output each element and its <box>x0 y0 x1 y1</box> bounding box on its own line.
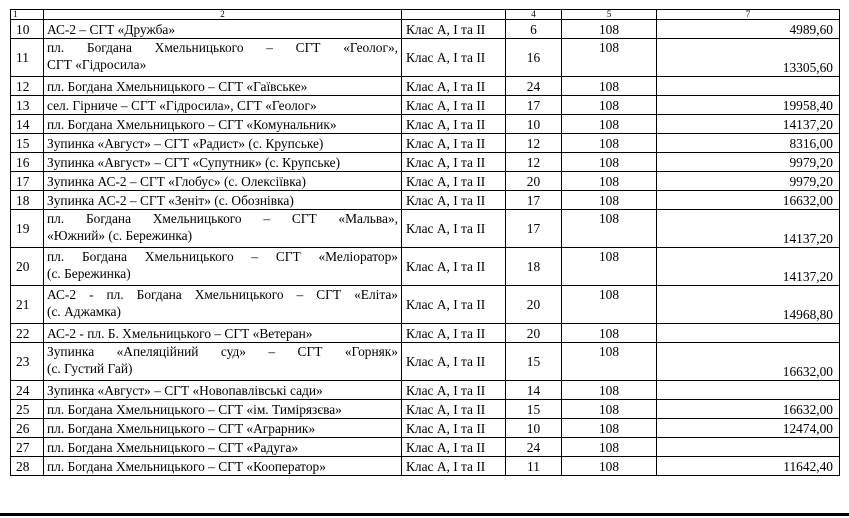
amount-value <box>657 381 840 400</box>
vehicle-class: Клас А, І та ІІ <box>402 210 506 248</box>
row-number: 15 <box>11 134 44 153</box>
route-line: пл. Богдана Хмельницького – СГТ «Мальва», <box>47 211 398 226</box>
header-row <box>11 10 840 20</box>
vehicle-class: Клас А, І та ІІ <box>402 248 506 286</box>
route-cell <box>44 39 402 77</box>
header-col-4: 4 <box>506 10 562 20</box>
col-5-value: 108 <box>562 20 657 39</box>
col-4-value: 12 <box>506 134 562 153</box>
route-cell <box>44 438 402 457</box>
vehicle-class: Клас А, І та ІІ <box>402 343 506 381</box>
col-4-value: 15 <box>506 400 562 419</box>
row-number: 26 <box>11 419 44 438</box>
amount-value: 16632,00 <box>657 191 840 210</box>
col-4-value: 24 <box>506 77 562 96</box>
table-row <box>11 419 840 438</box>
row-number: 22 <box>11 324 44 343</box>
row-number: 18 <box>11 191 44 210</box>
row-number: 16 <box>11 153 44 172</box>
row-number: 13 <box>11 96 44 115</box>
route-line: Зупинка АС-2 – СГТ «Зеніт» (с. Обознівка) <box>47 192 294 208</box>
route-cell <box>44 324 402 343</box>
vehicle-class: Клас А, І та ІІ <box>402 115 506 134</box>
vehicle-class: Клас А, І та ІІ <box>402 419 506 438</box>
table-row <box>11 248 840 286</box>
row-number: 12 <box>11 77 44 96</box>
vehicle-class: Клас А, І та ІІ <box>402 172 506 191</box>
col-4-value: 20 <box>506 286 562 324</box>
header-col-7: 7 <box>657 10 840 20</box>
route-line: (с. Бережинка) <box>47 266 131 281</box>
route-line: «Южний» (с. Бережинка) <box>47 228 193 243</box>
col-5-value: 108 <box>562 39 657 77</box>
amount-value <box>657 77 840 96</box>
route-line: пл. Богдана Хмельницького – СГТ «Геолог», <box>47 40 398 55</box>
route-cell <box>44 343 402 381</box>
route-line: АС-2 – СГТ «Дружба» <box>47 21 176 37</box>
table-row <box>11 400 840 419</box>
vehicle-class: Клас А, І та ІІ <box>402 400 506 419</box>
col-4-value: 16 <box>506 39 562 77</box>
vehicle-class: Клас А, І та ІІ <box>402 134 506 153</box>
route-cell <box>44 248 402 286</box>
col-4-value: 14 <box>506 381 562 400</box>
table-row <box>11 438 840 457</box>
route-line: (с. Густий Гай) <box>47 361 133 376</box>
table-row <box>11 39 840 77</box>
amount-value: 16632,00 <box>657 343 840 381</box>
col-5-value: 108 <box>562 96 657 115</box>
vehicle-class: Клас А, І та ІІ <box>402 457 506 476</box>
col-4-value: 12 <box>506 153 562 172</box>
amount-value: 9979,20 <box>657 153 840 172</box>
route-cell <box>44 381 402 400</box>
table-row <box>11 172 840 191</box>
vehicle-class: Клас А, І та ІІ <box>402 381 506 400</box>
header-col-5: 5 <box>562 10 657 20</box>
route-line: Зупинка «Август» – СГТ «Радист» (с. Крупське) <box>47 135 324 151</box>
row-number: 27 <box>11 438 44 457</box>
amount-value: 9979,20 <box>657 172 840 191</box>
route-cell <box>44 20 402 39</box>
vehicle-class: Клас А, І та ІІ <box>402 191 506 210</box>
row-number: 11 <box>11 39 44 77</box>
col-4-value: 17 <box>506 210 562 248</box>
table-row <box>11 77 840 96</box>
route-line: пл. Богдана Хмельницького – СГТ «Меліоратор» <box>47 249 398 264</box>
col-5-value: 108 <box>562 381 657 400</box>
row-number: 10 <box>11 20 44 39</box>
bottom-border-line <box>0 513 849 516</box>
vehicle-class: Клас А, І та ІІ <box>402 438 506 457</box>
route-line: (с. Аджамка) <box>47 304 121 319</box>
col-4-value: 11 <box>506 457 562 476</box>
route-line: АС-2 - пл. Богдана Хмельницького – СГТ «Еліта» <box>47 287 398 302</box>
col-4-value: 20 <box>506 172 562 191</box>
route-line: АС-2 - пл. Б. Хмельницького – СГТ «Ветеран» <box>47 325 313 341</box>
route-line: Зупинка «Август» – СГТ «Новопавлівські сади» <box>47 382 323 398</box>
col-5-value: 108 <box>562 115 657 134</box>
route-line: пл. Богдана Хмельницького – СГТ «Аграрник» <box>47 420 316 436</box>
col-5-value: 108 <box>562 343 657 381</box>
row-number: 25 <box>11 400 44 419</box>
row-number: 14 <box>11 115 44 134</box>
route-line: СГТ «Гідросила» <box>47 57 147 72</box>
vehicle-class: Клас А, І та ІІ <box>402 153 506 172</box>
row-number: 28 <box>11 457 44 476</box>
route-cell <box>44 457 402 476</box>
route-line: пл. Богдана Хмельницького – СГТ «Комунальник» <box>47 116 337 132</box>
table-row <box>11 191 840 210</box>
row-number: 20 <box>11 248 44 286</box>
col-5-value: 108 <box>562 419 657 438</box>
route-line: пл. Богдана Хмельницького – СГТ «Радуга» <box>47 439 299 455</box>
amount-value: 19958,40 <box>657 96 840 115</box>
col-5-value: 108 <box>562 77 657 96</box>
table-row <box>11 457 840 476</box>
col-5-value: 108 <box>562 400 657 419</box>
amount-value: 12474,00 <box>657 419 840 438</box>
header-col-3 <box>402 10 506 20</box>
col-4-value: 24 <box>506 438 562 457</box>
row-number: 19 <box>11 210 44 248</box>
route-line: сел. Гірниче – СГТ «Гідросила», СГТ «Геолог» <box>47 97 317 113</box>
route-line: пл. Богдана Хмельницького – СГТ «ім. Тимірязєва» <box>47 401 342 417</box>
route-cell <box>44 400 402 419</box>
route-line: Зупинка «Август» – СГТ «Супутник» (с. Крупське) <box>47 154 341 170</box>
amount-value: 8316,00 <box>657 134 840 153</box>
routes-table-body <box>11 10 840 476</box>
document-page <box>10 9 840 476</box>
col-5-value: 108 <box>562 286 657 324</box>
table-row <box>11 96 840 115</box>
row-number: 24 <box>11 381 44 400</box>
col-5-value: 108 <box>562 153 657 172</box>
row-number: 23 <box>11 343 44 381</box>
amount-value: 14968,80 <box>657 286 840 324</box>
route-cell <box>44 191 402 210</box>
col-4-value: 10 <box>506 115 562 134</box>
route-cell <box>44 153 402 172</box>
col-4-value: 6 <box>506 20 562 39</box>
table-row <box>11 20 840 39</box>
row-number: 21 <box>11 286 44 324</box>
route-cell <box>44 210 402 248</box>
table-row <box>11 343 840 381</box>
vehicle-class: Клас А, І та ІІ <box>402 39 506 77</box>
vehicle-class: Клас А, І та ІІ <box>402 77 506 96</box>
route-line: Зупинка «Апеляційний суд» – СГТ «Горняк» <box>47 344 398 359</box>
col-5-value: 108 <box>562 438 657 457</box>
col-5-value: 108 <box>562 248 657 286</box>
amount-value: 16632,00 <box>657 400 840 419</box>
table-row <box>11 286 840 324</box>
vehicle-class: Клас А, І та ІІ <box>402 286 506 324</box>
col-4-value: 20 <box>506 324 562 343</box>
amount-value: 14137,20 <box>657 210 840 248</box>
col-4-value: 10 <box>506 419 562 438</box>
col-5-value: 108 <box>562 134 657 153</box>
vehicle-class: Клас А, І та ІІ <box>402 324 506 343</box>
route-cell <box>44 134 402 153</box>
col-5-value: 108 <box>562 324 657 343</box>
route-cell <box>44 115 402 134</box>
route-cell <box>44 172 402 191</box>
route-cell <box>44 286 402 324</box>
col-5-value: 108 <box>562 457 657 476</box>
table-row <box>11 153 840 172</box>
table-row <box>11 324 840 343</box>
route-line: пл. Богдана Хмельницького – СГТ «Гаївське» <box>47 78 308 94</box>
amount-value <box>657 324 840 343</box>
routes-table <box>10 9 840 476</box>
route-line: пл. Богдана Хмельницького – СГТ «Кооператор» <box>47 458 326 474</box>
col-5-value: 108 <box>562 191 657 210</box>
amount-value: 13305,60 <box>657 39 840 77</box>
route-cell <box>44 419 402 438</box>
table-row <box>11 115 840 134</box>
header-col-1: 1 <box>11 10 44 20</box>
header-col-2: 2 <box>44 10 402 20</box>
route-line: Зупинка АС-2 – СГТ «Глобус» (с. Олексіївка) <box>47 173 306 189</box>
col-5-value: 108 <box>562 210 657 248</box>
amount-value: 14137,20 <box>657 115 840 134</box>
vehicle-class: Клас А, І та ІІ <box>402 20 506 39</box>
table-row <box>11 210 840 248</box>
row-number: 17 <box>11 172 44 191</box>
col-4-value: 18 <box>506 248 562 286</box>
table-row <box>11 134 840 153</box>
col-4-value: 15 <box>506 343 562 381</box>
route-cell <box>44 96 402 115</box>
table-row <box>11 381 840 400</box>
route-cell <box>44 77 402 96</box>
amount-value <box>657 438 840 457</box>
amount-value: 14137,20 <box>657 248 840 286</box>
vehicle-class: Клас А, І та ІІ <box>402 96 506 115</box>
col-4-value: 17 <box>506 96 562 115</box>
amount-value: 4989,60 <box>657 20 840 39</box>
amount-value: 11642,40 <box>657 457 840 476</box>
col-4-value: 17 <box>506 191 562 210</box>
col-5-value: 108 <box>562 172 657 191</box>
